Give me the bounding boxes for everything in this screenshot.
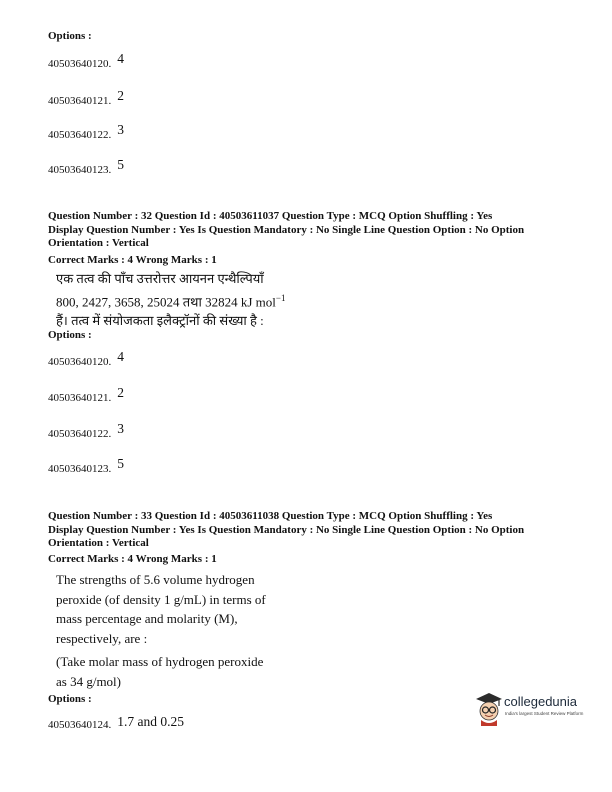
question-meta-line: Orientation : Vertical [48,237,149,249]
options-label: Options : [48,30,92,42]
question-text-line: peroxide (of density 1 g/mL) in terms of [56,591,266,607]
question-33-meta [48,510,578,551]
question-32-meta [48,210,578,251]
option-id: 40503640121. [48,392,112,404]
option-id: 40503640124. [48,719,112,731]
question-note-line: as 34 g/mol) [56,673,121,689]
option-id: 40503640122. [48,428,112,440]
option-value: 5 [117,456,124,471]
question-note-line: (Take molar mass of hydrogen peroxide [56,654,264,669]
question-text-line: respectively, are : [56,630,148,646]
question-text-line: हैं। तत्व में संयोजकता इलैक्ट्रॉनों की संख्या है : [56,313,264,329]
option-value: 4 [117,51,124,66]
question-meta-line: Display Question Number : Yes Is Question Mandatory : No Single Line Question Option : No Option [48,523,525,536]
option-id: 40503640120. [48,356,112,368]
question-text-line: The strengths of 5.6 volume hydrogen [56,572,255,587]
option-id: 40503640123. [48,164,112,176]
question-meta-line: Question Number : 32 Question Id : 40503611037 Question Type : MCQ Option Shuffling : Yes [48,210,493,222]
collegedunia-logo [474,690,594,730]
option-row[interactable] [48,456,124,477]
option-value: 5 [117,157,124,172]
option-value: 2 [117,88,124,103]
question-text-line: mass percentage and molarity (M), [56,611,238,626]
question-meta-line: Display Question Number : Yes Is Question Mandatory : No Single Line Question Option : No Option [48,223,525,236]
question-33-marks: Correct Marks : 4 Wrong Marks : 1 [48,553,217,565]
question-meta-line: Question Number : 33 Question Id : 40503611038 Question Type : MCQ Option Shuffling : Yes [48,510,493,522]
student-mascot-icon [474,690,504,726]
question-32-marks: Correct Marks : 4 Wrong Marks : 1 [48,254,217,266]
logo-tagline: India's largest Student Review Platform [505,711,584,716]
question-33-text [56,570,266,648]
option-row[interactable] [48,385,124,406]
option-id: 40503640120. [48,58,112,70]
options-label: Options : [48,693,92,705]
logo-name: collegedunia [504,694,578,709]
options-label: Options : [48,329,92,341]
question-33-note [56,652,263,691]
option-value: 3 [117,122,124,137]
option-id: 40503640122. [48,129,112,141]
option-row[interactable] [48,715,184,733]
option-value: 2 [117,385,124,400]
option-row[interactable] [48,349,124,370]
option-value: 3 [117,421,124,436]
option-value: 4 [117,349,124,364]
question-32-text [56,269,285,331]
option-row[interactable] [48,157,124,178]
option-value: 1.7 and 0.25 [117,714,184,729]
option-row[interactable] [48,421,124,442]
option-row[interactable] [48,88,124,109]
option-id: 40503640121. [48,95,112,107]
question-text-line: एक तत्व की पाँच उत्तरोत्तर आयनन एन्थैल्पियाँ [56,271,264,286]
question-meta-line: Orientation : Vertical [48,537,149,549]
option-row[interactable] [48,122,124,143]
question-text-line: 800, 2427, 3658, 25024 तथा 32824 kJ mol$^{-1}$ [56,292,286,309]
option-row[interactable] [48,51,124,72]
option-id: 40503640123. [48,463,112,475]
